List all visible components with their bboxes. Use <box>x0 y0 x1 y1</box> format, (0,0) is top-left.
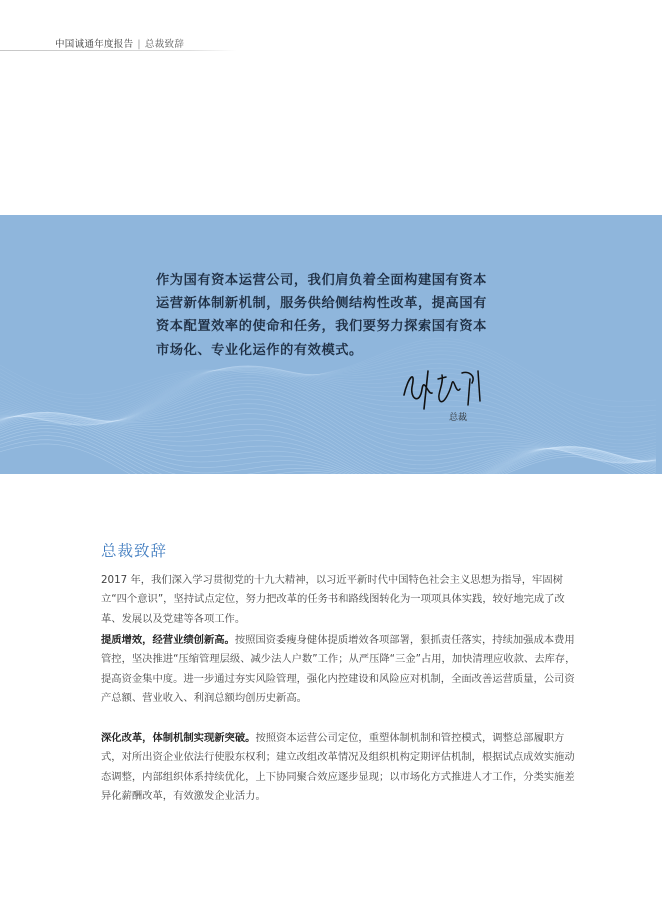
quote-banner <box>0 215 662 474</box>
running-header <box>55 36 184 50</box>
header-separator: | <box>137 39 141 50</box>
wave-line <box>0 412 656 474</box>
paragraph-text: 按照资本运营公司定位，重塑体制机制和管控模式，调整总部履职方式，对所出资企业依法行使股东权利；建立改组改革情况及组织机构定期评估机制，根据试点成效实施动态调整，内部组织体系持续优化，上下协同聚合效应逐步显现；以市场化方式推进人才工作，分类实施差异化薪酬改革，有效激发企业活力。 <box>101 732 575 802</box>
paragraph-reform <box>101 729 577 806</box>
paragraph-text: 2017 年，我们深入学习贯彻党的十九大精神，以习近平新时代中国特色社会主义思想为指导，牢固树立“四个意识”，坚持试点定位，努力把改革的任务书和路线图转化为一项项具体实践，较好地完成了改革、发展以及党建等各项工作。 <box>101 574 565 625</box>
header-rule <box>0 50 236 51</box>
wave-line <box>0 436 656 474</box>
section-name: 总裁致辞 <box>144 39 185 50</box>
report-name: 中国诚通年度报告 <box>55 39 134 50</box>
paragraph-lead: 深化改革，体制机制实现新突破。 <box>101 732 256 744</box>
paragraph-text: 按照国资委瘦身健体提质增效各项部署，狠抓责任落实，持续加强成本费用管控，坚决推进“压缩管理层级、减少法人户数”工作；从严压降“三金”占用，加快清理应收款、去库存，提高资金集中度。进一步通过夯实风险管理，强化内控建设和风险应对机制，全面改善运营质量，公司资产总额、营业收入、利润总额均创历史新高。 <box>101 634 576 704</box>
paragraph-lead: 提质增效，经营业绩创新高。 <box>101 634 235 646</box>
section-title: 总裁致辞 <box>101 542 168 560</box>
signer-title: 总裁 <box>449 413 468 423</box>
paragraph-efficiency <box>101 631 577 708</box>
banner-quote: 作为国有资本运营公司，我们肩负着全面构建国有资本运营新体制新机制，服务供给侧结构性改革，提高国有资本配置效率的使命和任务，我们要努力探索国有资本市场化、专业化运作的有效模式。 <box>156 273 487 358</box>
handwritten-signature <box>398 365 488 415</box>
paragraph-intro <box>101 571 577 629</box>
wave-line <box>0 429 656 475</box>
